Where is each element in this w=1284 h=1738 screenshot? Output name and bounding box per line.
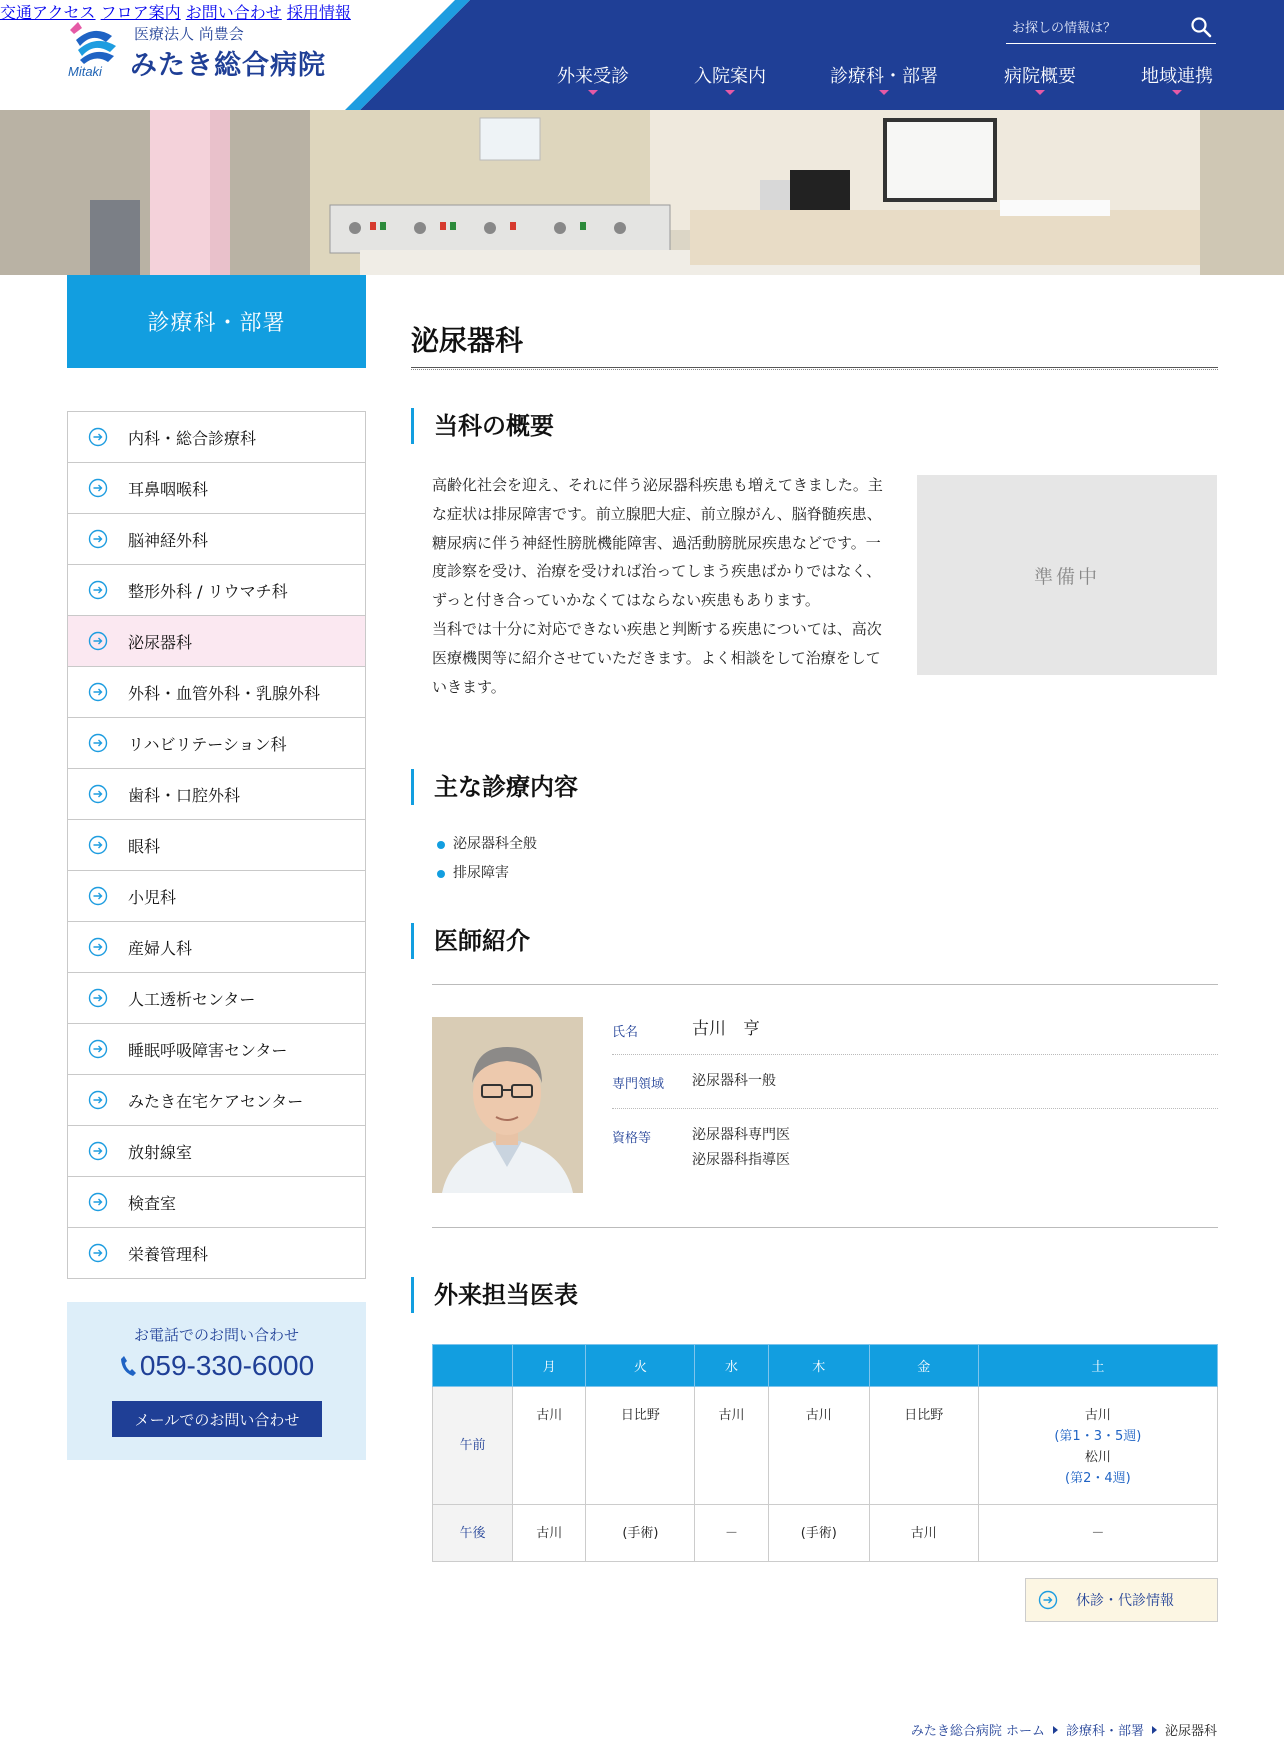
outpatient-schedule-table: [432, 1344, 1218, 1562]
sidebar-item-label: 泌尿器科: [128, 632, 193, 652]
mail-contact-button[interactable]: メールでのお問い合わせ: [112, 1401, 322, 1437]
arrow-circle-icon: [88, 937, 108, 957]
contact-label: お電話でのお問い合わせ: [133, 1326, 299, 1344]
sidebar-item-label: 耳鼻咽喉科: [128, 479, 209, 499]
caret-down-icon: [1172, 90, 1182, 95]
search-icon[interactable]: [1190, 16, 1212, 38]
logo-corporation: 医療法人 尚豊会: [134, 25, 244, 43]
arrow-circle-icon: [88, 886, 108, 906]
table-cell: －: [978, 1505, 1217, 1562]
doctor-photo: [432, 1017, 583, 1193]
table-cell: [978, 1387, 1217, 1505]
doctor-name: 松川: [1084, 1450, 1111, 1465]
table-cell: 古川: [768, 1387, 869, 1505]
overview-text: [432, 471, 892, 701]
util-link-careers[interactable]: 採用情報: [286, 3, 351, 22]
arrow-circle-icon: [88, 1192, 108, 1212]
section-heading-schedule: 外来担当医表: [411, 1277, 578, 1313]
overview-paragraph: 高齢化社会を迎え、それに伴う泌尿器科疾患も増えてきました。主な症状は排尿障害です。前立腺肥大症、前立腺がん、脳脊髄疾患、糖尿病に伴う神経性膀胱機能障害、過活動膀胱尿疾患などです。一度診察を受け、治療を受ければ治ってしまう疾患ばかりではなく、ずっと付き合っていかなくてはならない疾患もあります。: [432, 476, 883, 610]
arrow-circle-icon: [88, 1141, 108, 1161]
overview-paragraph: 当科では十分に対応できない疾患と判断する疾患については、高次医療機関等に紹介させていただきます。よく相談をして治療をしていきます。: [432, 619, 882, 696]
caret-down-icon: [588, 90, 598, 95]
sidebar-item-label: 眼科: [128, 836, 161, 856]
arrow-circle-icon: [88, 1090, 108, 1110]
caret-down-icon: [879, 90, 889, 95]
breadcrumb-separator-icon: [1053, 1726, 1058, 1734]
breadcrumb-current: 泌尿器科: [1164, 1724, 1217, 1738]
util-link-access[interactable]: 交通アクセス: [0, 3, 96, 22]
table-cell: 古川: [869, 1505, 978, 1562]
qualification: 泌尿器科専門医: [692, 1127, 790, 1143]
table-cell: (手術): [586, 1505, 695, 1562]
title-divider: [411, 367, 1218, 370]
arrow-circle-icon: [88, 1243, 108, 1263]
arrow-circle-icon: [88, 1039, 108, 1059]
day-header: 木: [768, 1345, 869, 1387]
table-cell: 日比野: [869, 1387, 978, 1505]
arrow-circle-icon: [1038, 1590, 1058, 1610]
doctor-portrait-illustration: [432, 1017, 583, 1193]
sidebar-item-label: リハビリテーション科: [128, 734, 287, 754]
divider: [612, 1108, 1218, 1109]
nav-admission[interactable]: [694, 62, 766, 88]
qualification: 泌尿器科指導医: [692, 1152, 790, 1168]
arrow-circle-icon: [88, 682, 108, 702]
sidebar-item[interactable]: [67, 871, 366, 922]
sidebar-item[interactable]: [67, 514, 366, 565]
day-header: 月: [513, 1345, 586, 1387]
nav-community[interactable]: [1141, 62, 1213, 88]
row-header: 午後: [433, 1505, 513, 1562]
sidebar-item[interactable]: [67, 463, 366, 514]
sidebar-item-label: 人工透析センター: [128, 989, 256, 1009]
holiday-info-label: 休診・代診情報: [1076, 1593, 1174, 1609]
sidebar-title: 診療科・部署: [67, 275, 366, 368]
hospital-name: みたき総合病院: [130, 50, 326, 81]
table-row-am: [433, 1387, 1218, 1505]
day-header: 金: [869, 1345, 978, 1387]
profile-label: 専門領域: [612, 1077, 665, 1092]
sidebar-item-label: みたき在宅ケアセンター: [128, 1091, 304, 1111]
table-cell: －: [695, 1505, 768, 1562]
contact-box: [67, 1302, 366, 1460]
divider: [432, 1227, 1218, 1228]
breadcrumb-departments[interactable]: 診療科・部署: [1065, 1724, 1144, 1738]
sidebar-item[interactable]: [67, 412, 366, 463]
section-heading-services: 主な診療内容: [411, 769, 578, 805]
sidebar-item[interactable]: [67, 922, 366, 973]
services-list: [435, 830, 537, 888]
arrow-circle-icon: [88, 529, 108, 549]
sidebar-item[interactable]: [67, 565, 366, 616]
arrow-circle-icon: [88, 733, 108, 753]
breadcrumb-separator-icon: [1152, 1726, 1157, 1734]
logo-mark-icon: [66, 20, 118, 66]
nav-about[interactable]: [1004, 62, 1076, 88]
day-header: 土: [978, 1345, 1217, 1387]
week-note: (第1・3・5週): [1054, 1429, 1142, 1444]
list-item: 排尿障害: [435, 859, 537, 888]
sidebar-item-label: 小児科: [128, 887, 177, 907]
sidebar-item-label: 産婦人科: [128, 938, 193, 958]
sidebar-item[interactable]: [67, 667, 366, 718]
site-search: [1006, 14, 1216, 44]
day-header: 水: [695, 1345, 768, 1387]
hero-exam-room-image: [0, 110, 1284, 275]
nav-label: 外来受診: [557, 66, 629, 87]
arrow-circle-icon: [88, 835, 108, 855]
holiday-info-button[interactable]: [1025, 1578, 1218, 1622]
profile-row-specialty: [612, 1069, 1218, 1094]
util-link-floor[interactable]: フロア案内: [100, 3, 181, 22]
phone-number: 059-330-6000: [139, 1350, 315, 1381]
table-cell: (手術): [768, 1505, 869, 1562]
nav-label: 入院案内: [694, 66, 766, 87]
doctor-name: 古川: [1084, 1408, 1111, 1423]
sidebar-item-label: 歯科・口腔外科: [128, 785, 241, 805]
sidebar-item[interactable]: [67, 973, 366, 1024]
sidebar-item-label: 検査室: [128, 1193, 177, 1213]
doctor-specialty: 泌尿器科一般: [692, 1073, 776, 1089]
sidebar-item[interactable]: [67, 718, 366, 769]
profile-label: 資格等: [612, 1131, 652, 1146]
list-item: 泌尿器科全般: [435, 830, 537, 859]
sidebar-item[interactable]: [67, 616, 366, 667]
nav-label: 診療科・部署: [830, 66, 938, 87]
arrow-circle-icon: [88, 478, 108, 498]
logo-english: Mitaki: [68, 64, 102, 79]
day-header: 火: [586, 1345, 695, 1387]
arrow-circle-icon: [88, 580, 108, 600]
breadcrumb: [911, 1720, 1217, 1738]
arrow-circle-icon: [88, 784, 108, 804]
sidebar-item[interactable]: [67, 1075, 366, 1126]
exam-room-illustration: [0, 110, 1284, 275]
table-cell: 古川: [513, 1387, 586, 1505]
caret-down-icon: [725, 90, 735, 95]
sidebar-item-label: 内科・総合診療科: [128, 428, 257, 448]
arrow-circle-icon: [88, 427, 108, 447]
sidebar-item[interactable]: [67, 769, 366, 820]
nav-outpatient[interactable]: [557, 62, 629, 88]
row-header: 午前: [433, 1387, 513, 1505]
divider: [432, 984, 1218, 985]
sidebar-item[interactable]: [67, 1228, 366, 1279]
table-cell: 古川: [695, 1387, 768, 1505]
sidebar-item-label: 睡眠呼吸障害センター: [128, 1040, 288, 1060]
profile-row-name: [612, 1017, 1218, 1042]
table-header-row: [433, 1345, 1218, 1387]
sidebar-item-label: 外科・血管外科・乳腺外科: [128, 683, 321, 703]
nav-label: 地域連携: [1141, 66, 1213, 87]
nav-departments[interactable]: [830, 62, 938, 88]
section-heading-overview: 当科の概要: [411, 408, 554, 444]
sidebar-item-label: 栄養管理科: [128, 1244, 209, 1264]
divider: [612, 1054, 1218, 1055]
sidebar-item[interactable]: [67, 820, 366, 871]
site-logo[interactable]: [66, 18, 356, 84]
arrow-circle-icon: [88, 988, 108, 1008]
util-link-contact[interactable]: お問い合わせ: [185, 3, 282, 22]
sidebar-item-label: 脳神経外科: [128, 530, 209, 550]
arrow-circle-icon: [88, 631, 108, 651]
doctor-name: 古川 亨: [692, 1019, 760, 1039]
contact-phone[interactable]: [67, 1350, 366, 1382]
profile-row-qualifications: [612, 1123, 1218, 1173]
nav-label: 病院概要: [1004, 66, 1076, 87]
page-title: 泌尿器科: [411, 324, 524, 357]
table-corner: [433, 1345, 513, 1387]
table-cell: 日比野: [586, 1387, 695, 1505]
doctor-qualifications: [692, 1123, 790, 1173]
phone-icon: [119, 1355, 137, 1377]
sidebar-item-label: 放射線室: [128, 1142, 193, 1162]
table-cell: 古川: [513, 1505, 586, 1562]
profile-label: 氏名: [612, 1025, 639, 1040]
table-row-pm: [433, 1505, 1218, 1562]
image-placeholder: 準備中: [917, 475, 1217, 675]
sidebar-item-label: 整形外科 / リウマチ科: [128, 581, 288, 601]
breadcrumb-home[interactable]: みたき総合病院 ホーム: [910, 1724, 1045, 1738]
search-input[interactable]: [1012, 17, 1182, 39]
sidebar-item[interactable]: [67, 1177, 366, 1228]
department-menu: [67, 411, 366, 1279]
site-header: [0, 0, 1284, 110]
sidebar-item[interactable]: [67, 1126, 366, 1177]
week-note: (第2・4週): [1065, 1471, 1131, 1486]
sidebar-item[interactable]: [67, 1024, 366, 1075]
section-heading-doctors: 医師紹介: [411, 923, 530, 959]
caret-down-icon: [1035, 90, 1045, 95]
